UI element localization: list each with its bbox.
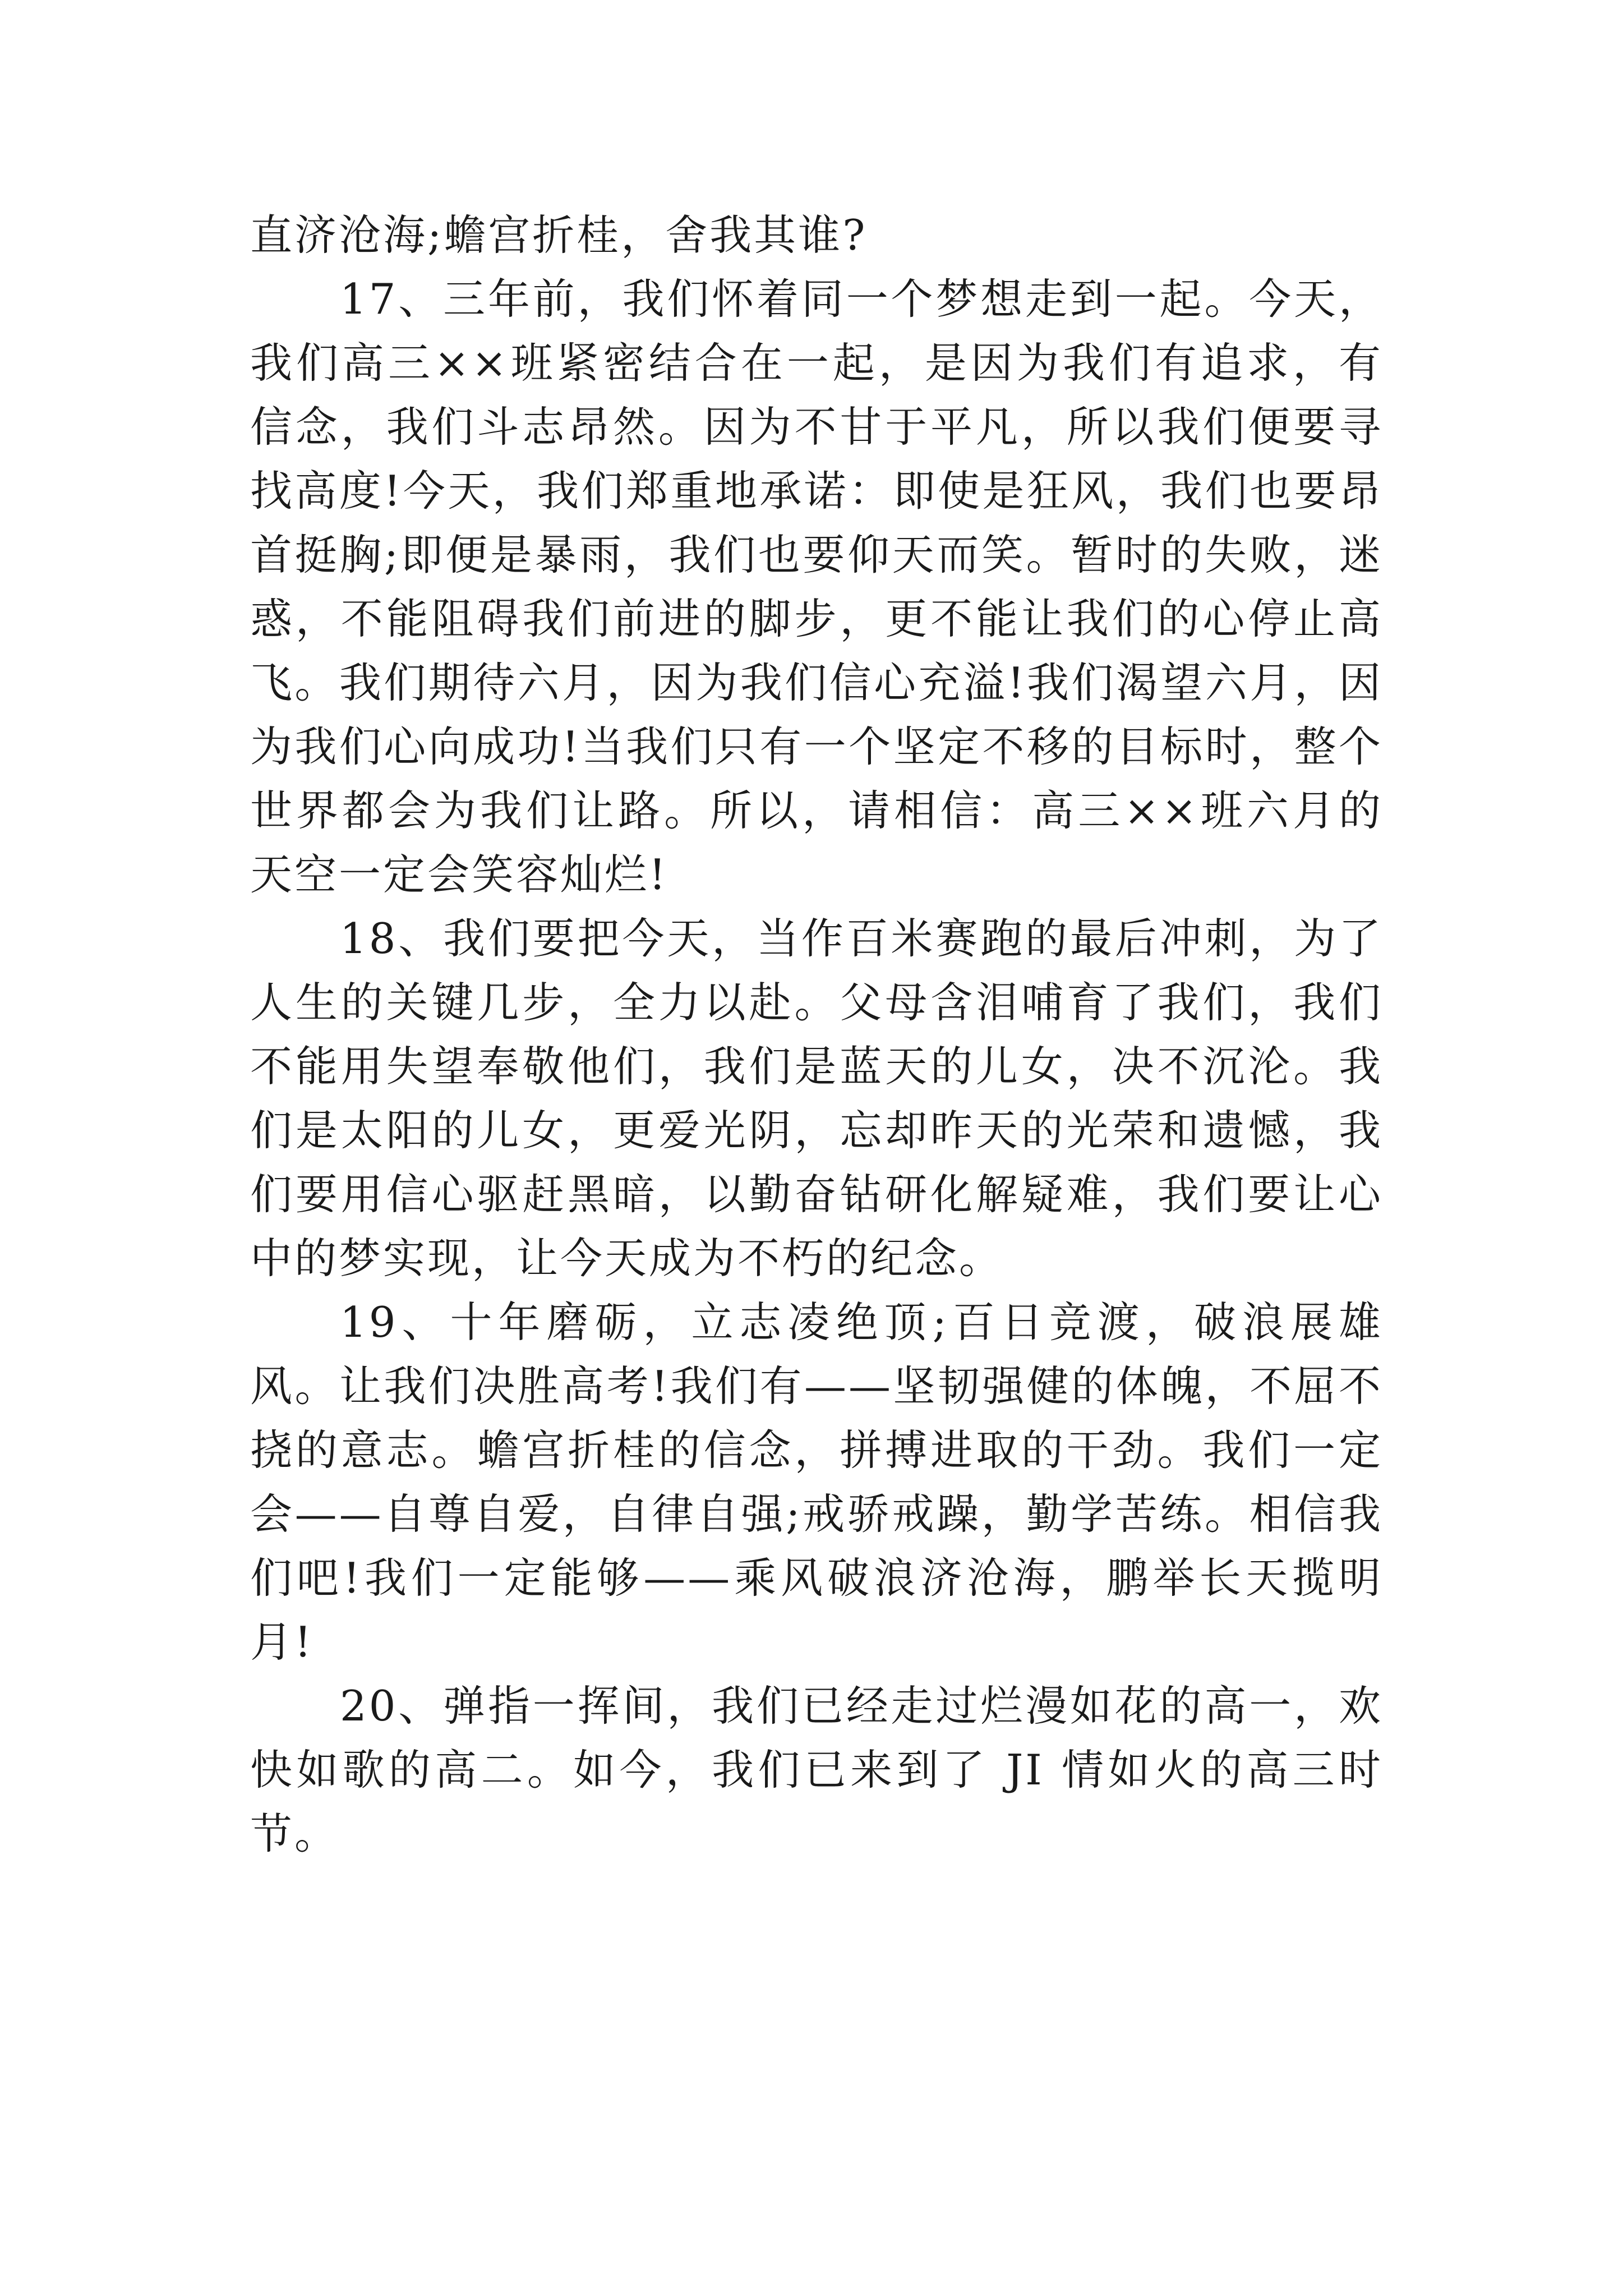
- paragraph-17: 17、三年前，我们怀着同一个梦想走到一起。今天，我们高三××班紧密结合在一起，是因为我们有追求，有信念，我们斗志昂然。因为不甘于平凡，所以我们便要寻找高度!今天，我们郑重地承诺：即使是狂风，我们也要昂首挺胸;即便是暴雨，我们也要仰天而笑。暂时的失败，迷惑，不能阻碍我们前进的脚步，更不能让我们的心停止高飞。我们期待六月，因为我们信心充溢!我们渴望六月，因为我们心向成功!当我们只有一个坚定不移的目标时，整个世界都会为我们让路。所以，请相信：高三××班六月的天空一定会笑容灿烂!: [250, 274, 1383, 899]
- paragraph-20: 20、弹指一挥间，我们已经走过烂漫如花的高一，欢快如歌的高二。如今，我们已来到了 JI 情如火的高三时节。: [250, 1681, 1383, 1858]
- paragraph-19: 19、十年磨砺，立志凌绝顶;百日竞渡，破浪展雄风。让我们决胜高考!我们有——坚韧强健的体魄，不屈不挠的意志。蟾宫折桂的信念，拼搏进取的干劲。我们一定会——自尊自爱，自律自强;戒骄戒躁，勤学苦练。相信我们吧!我们一定能够——乘风破浪济沧海，鹏举长天揽明月!: [250, 1297, 1383, 1667]
- body-text: [250, 203, 1383, 1866]
- paragraph-18: 18、我们要把今天，当作百米赛跑的最后冲刺，为了人生的关键几步，全力以赴。父母含泪哺育了我们，我们不能用失望奉敬他们，我们是蓝天的儿女，决不沉沦。我们是太阳的儿女，更爱光阴，忘却昨天的光荣和遗憾，我们要用信心驱赶黑暗，以勤奋钻研化解疑难，我们要让心中的梦实现，让今天成为不朽的纪念。: [250, 914, 1383, 1283]
- paragraph-continuation: 直济沧海;蟾宫折桂，舍我其谁?: [250, 210, 868, 260]
